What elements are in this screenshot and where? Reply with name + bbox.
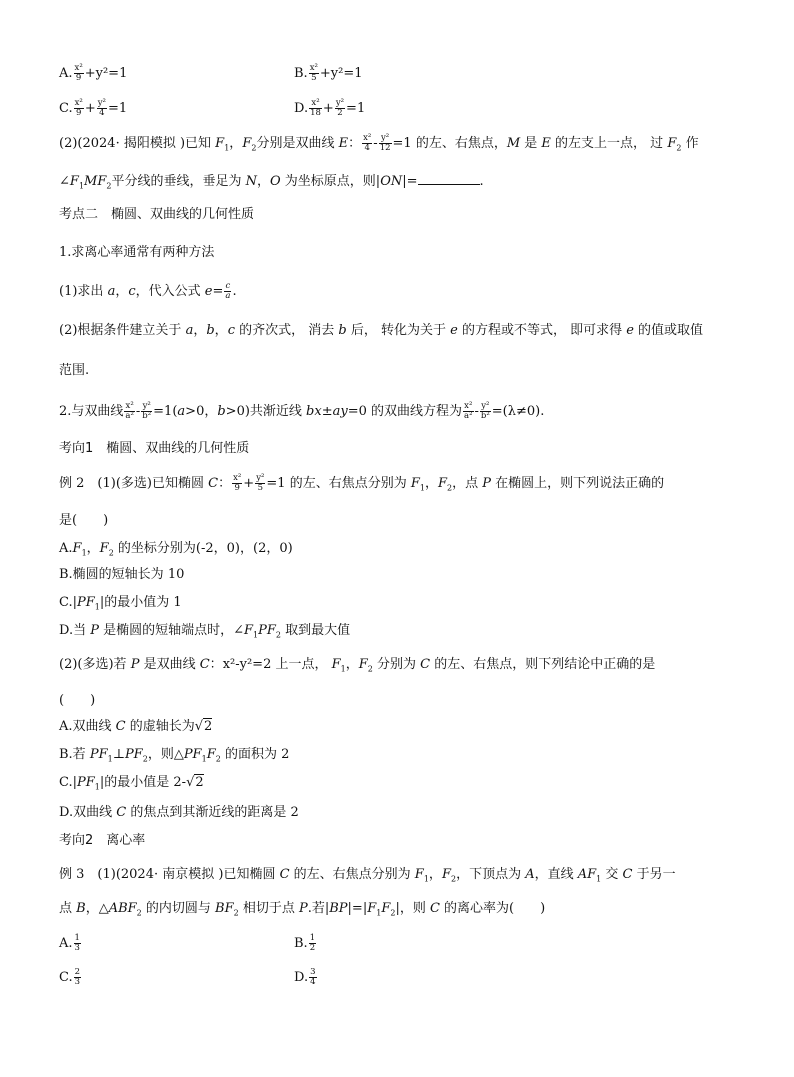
ex2b-option-b[interactable]: B.若 $PF_1\perp PF_2$，则$\triangle PF_1F_2$ 的面积为 2 <box>59 747 290 764</box>
example-2-part-2-line-1: (2)(多选)若 P 是双曲线 C：x²-y²=2 上一点， $F_1$，$F_2$ 分别为 C 的左、右焦点，则下列结论中正确的是 <box>59 657 656 674</box>
option-c[interactable]: C. $\frac{\text{x²}}{9}$ + $\frac{\text{y²}}{4}$ =1 <box>59 98 128 118</box>
ex2b-option-a[interactable]: A.双曲线 C 的虚轴长为√2 <box>59 719 213 734</box>
fraction: $\frac{1}{3}$ <box>74 933 80 953</box>
ex2-option-a[interactable]: $A.F_1$，$F_2$ 的坐标分别为(-2，0)，(2，0) <box>59 541 293 558</box>
ex2b-option-d[interactable]: D.双曲线 C 的焦点到其渐近线的距离是 2 <box>59 805 299 820</box>
question-2-line-1: (2)(2024· 揭阳模拟 )已知 $F_1$，$F_2$分别是双曲线 E： $\frac{\text{x²}}{4}$ - $\frac{\text{y²}}{12}$ =1 的左、右焦点，M 是 E 的左支上一点， 过 $F_2$ 作 <box>59 133 699 153</box>
fraction: $\frac{\text{y²}}{5}$ <box>256 473 265 493</box>
fraction: $\frac{\text{y²}}{4}$ <box>97 98 106 118</box>
fraction: $\frac{\text{x²}}{\text{a²}}$ <box>464 401 473 421</box>
example-2-part-2-line-2: ( ) <box>59 693 96 708</box>
fraction: $\frac{\text{y²}}{12}$ <box>379 133 391 153</box>
ex2-option-b[interactable]: B.椭圆的短轴长为 10 <box>59 567 185 582</box>
fraction: $\frac{\text{y²}}{\text{b²}}$ <box>142 401 152 421</box>
method-1: (1)求出 a，c，代入公式 e= $\frac{c}{a}$ . <box>59 281 237 301</box>
option-d[interactable]: D. $\frac{\text{x²}}{18}$ + $\frac{\text{y²}}{2}$ =1 <box>294 98 366 118</box>
ex3-option-a[interactable]: A. $\frac{1}{3}$ <box>59 933 80 953</box>
example-3-line-1: 例 3 (1)(2024· 南京模拟 )已知椭圆 C 的左、右焦点分别为 $F_1$，$F_2$，下顶点为 A，直线 $AF_1$ 交 C 于另一 <box>59 867 676 884</box>
ex2-option-c[interactable]: $C.|PF_1|$的最小值为 1 <box>59 595 182 612</box>
fraction: $\frac{\text{x²}}{18}$ <box>310 98 321 118</box>
fraction: $\frac{c}{a}$ <box>225 281 231 301</box>
fraction: $\frac{1}{2}$ <box>309 933 316 953</box>
fraction: $\frac{2}{3}$ <box>74 967 81 987</box>
fraction: $\frac{\text{x²}}{\text{a²}}$ <box>125 401 134 421</box>
question-2-line-2: $\angle F_1MF_2$平分线的垂线，垂足为 N，O 为坐标原点，则|ON|= . <box>59 174 484 191</box>
ex3-option-c[interactable]: C. $\frac{2}{3}$ <box>59 967 81 987</box>
fraction: $\frac{\text{x²}}{5}$ <box>309 63 318 83</box>
fraction: $\frac{\text{x²}}{9}$ <box>74 98 83 118</box>
ex2-option-d[interactable]: D.当 P 是椭圆的短轴端点时，$\angle F_1PF_2$ 取到最大值 <box>59 623 351 640</box>
fraction: $\frac{\text{y²}}{\text{b²}}$ <box>480 401 490 421</box>
example-3-line-2: 点 B，$\triangle ABF_2$ 的内切圆与 $BF_2$ 相切于点 P.若$|BP|=|F_1F_2|$，则 C 的离心率为( ) <box>59 901 546 918</box>
asymptote-rule: 2.与双曲线 $\frac{\text{x²}}{\text{a²}}$ - $\frac{\text{y²}}{\text{b²}}$ =1(a>0，b>0)共渐近线 bx±ay=0 的双曲线方程为 $\frac{\text{x²}}{\text{a²}}$ - $\frac{\text{y²}}{\text{b²}}$ =(λ≠0). <box>59 401 545 421</box>
example-2-line-1: 例 2 (1)(多选)已知椭圆 C： $\frac{\text{x²}}{9}$ + $\frac{\text{y²}}{5}$ =1 的左、右焦点分别为 $F_1$，$F_2$，点 P 在椭圆上，则下列说法正确的 <box>59 473 665 493</box>
method-2: (2)根据条件建立关于 a，b，c 的齐次式， 消去 b 后， 转化为关于 e 的方程或不等式， 即可求得 e 的值或取值 <box>59 323 704 338</box>
fraction: $\frac{3}{4}$ <box>310 967 316 987</box>
fraction: $\frac{\text{y²}}{2}$ <box>335 98 345 118</box>
kaoxiang-2-heading: 考向2 离心率 <box>59 833 146 848</box>
kaoxiang-1-heading: 考向1 椭圆、双曲线的几何性质 <box>59 441 250 456</box>
method-2-continued: 范围. <box>59 363 90 378</box>
ex3-option-b[interactable]: B. $\frac{1}{2}$ <box>294 933 316 953</box>
fraction: $\frac{\text{x²}}{4}$ <box>363 133 372 153</box>
answer-blank[interactable] <box>418 172 480 185</box>
ex3-option-d[interactable]: D. $\frac{3}{4}$ <box>294 967 316 987</box>
fraction: $\frac{\text{x²}}{9}$ <box>233 473 242 493</box>
fraction: $\frac{\text{x²}}{9}$ <box>74 63 83 83</box>
method-heading: 1.求离心率通常有两种方法 <box>59 245 215 260</box>
option-a[interactable]: A. $\frac{\text{x²}}{9}$ +y²=1 <box>59 63 128 83</box>
ex2b-option-c[interactable]: $C.|PF_1|$的最小值是 2-√2 <box>59 775 204 792</box>
section-heading-kaodian-2: 考点二 椭圆、双曲线的几何性质 <box>59 207 255 222</box>
example-2-line-2: 是( ) <box>59 513 109 528</box>
option-b[interactable]: B. $\frac{\text{x²}}{5}$ +y²=1 <box>294 63 363 83</box>
